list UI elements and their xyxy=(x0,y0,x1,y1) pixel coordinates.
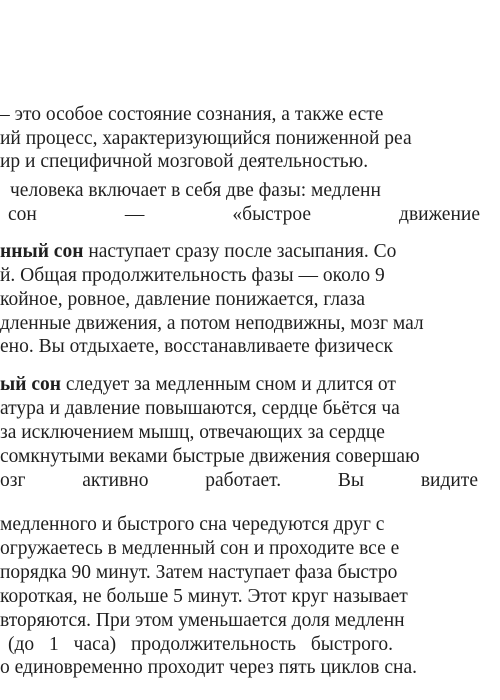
word: озг xyxy=(0,470,26,491)
text-line: за исключением мышц, отвечающих за сердце xyxy=(0,422,385,443)
text-span: наступает сразу после засыпания. Со xyxy=(83,241,397,262)
text-line: койное, ровное, давление понижается, глаза xyxy=(0,289,366,310)
text-line xyxy=(0,241,396,263)
word: — xyxy=(124,204,145,225)
word: «быстрое xyxy=(232,204,311,225)
text-line: медленного и быстрого сна чередуются друг с xyxy=(0,514,385,535)
word: работает. xyxy=(205,470,282,491)
text-line: ено. Вы отдыхаете, восстанавливаете физическ xyxy=(0,336,393,357)
word: Вы xyxy=(337,470,365,491)
text-line: огружаетесь в медленный сон и проходите все е xyxy=(0,538,400,559)
text-line: ир и специфичной мозговой деятельностью. xyxy=(0,151,369,172)
word: активно xyxy=(82,470,149,491)
text-line: – это особое состояние сознания, а также есте xyxy=(0,104,384,125)
bold-term: нный сон xyxy=(0,241,84,262)
text-line-justified xyxy=(0,470,478,492)
text-line xyxy=(0,374,396,396)
text-line: (до 1 часа) продолжительность быстрого. xyxy=(8,634,393,655)
word: видите xyxy=(420,470,478,491)
text-line: вторяются. При этом уменьшается доля медленн xyxy=(0,610,405,631)
bold-term: ый сон xyxy=(0,374,61,395)
text-line: сомкнутыми веками быстрые движения совершаю xyxy=(0,446,420,467)
text-line: й. Общая продолжительность фазы — около 9 xyxy=(0,265,385,286)
text-line: ий процесс, характеризующийся пониженной реа xyxy=(0,128,412,149)
text-line: порядка 90 минут. Затем наступает фаза быстро xyxy=(0,562,398,583)
text-line: человека включает в себя две фазы: медленн xyxy=(10,180,381,201)
text-line: дленные движения, а потом неподвижны, мозг мал xyxy=(0,313,424,334)
text-line: о единовременно проходит через пять циклов сна. xyxy=(0,657,417,678)
word: сон xyxy=(8,204,37,225)
text-span: следует за медленным сном и длится от xyxy=(60,374,396,395)
word: движение xyxy=(399,204,480,225)
text-line: атура и давление повышаются, сердце бьётся ча xyxy=(0,398,400,419)
text-line-justified xyxy=(0,204,480,226)
text-line: короткая, не больше 5 минут. Этот круг называет xyxy=(0,586,408,607)
